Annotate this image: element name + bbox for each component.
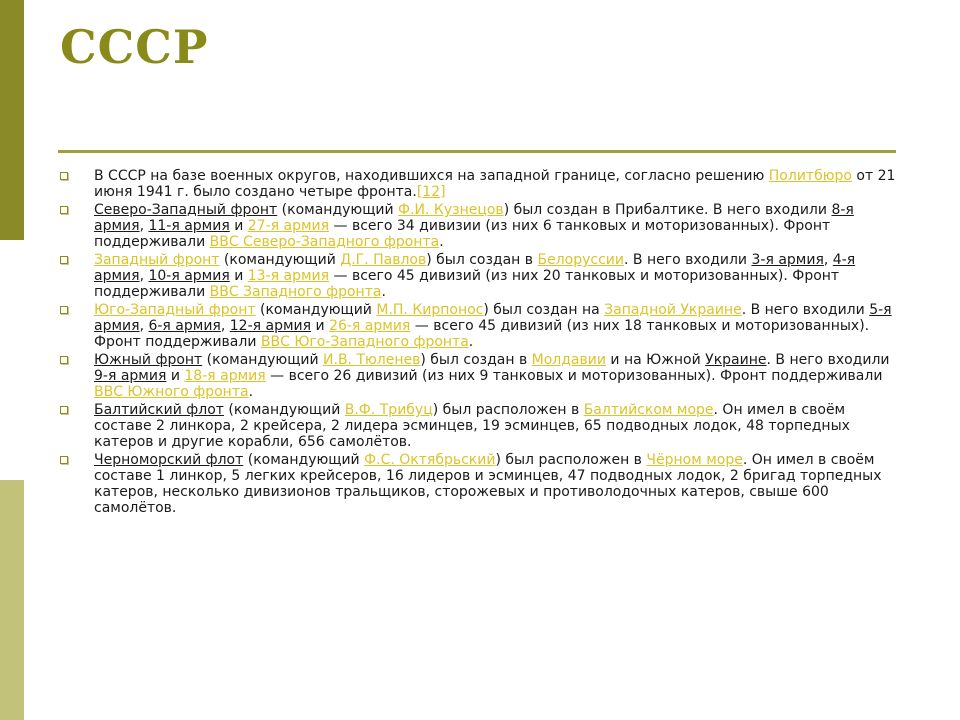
bullet-item bbox=[60, 352, 900, 400]
square-bullet-icon bbox=[60, 206, 68, 214]
text-run: и bbox=[311, 318, 330, 334]
wiki-link[interactable]: ВВС Северо-Западного фронта bbox=[209, 234, 440, 250]
wiki-link[interactable]: Белоруссии bbox=[537, 252, 624, 268]
wiki-link[interactable]: 13-я армия bbox=[247, 268, 330, 284]
wiki-link[interactable]: Западной Украине bbox=[604, 302, 742, 318]
text-run: — всего 45 дивизий (из них 18 танковых и моторизованных). Фронт поддерживали bbox=[94, 318, 870, 350]
text-run: ) был создан в Прибалтике. В него входили bbox=[503, 202, 832, 218]
bullet-item bbox=[60, 452, 900, 516]
text-run: . В него входили bbox=[766, 352, 890, 368]
text-run: ) был расположен в bbox=[432, 402, 584, 418]
slide-body bbox=[60, 168, 900, 518]
underlined-term: Украине bbox=[705, 352, 767, 368]
underlined-term: 3-я армия bbox=[751, 252, 824, 268]
text-run: . Он имел в своём составе 2 линкора, 2 крейсера, 2 лидера эсминцев, 19 эсминцев, 65 подводных лодок, 48 торпедных катеров и другие корабли, 656 самолётов. bbox=[94, 402, 850, 450]
text-run: , bbox=[823, 252, 833, 268]
wiki-link[interactable]: Западный фронт bbox=[94, 252, 220, 268]
text-run: (командующий bbox=[223, 402, 345, 418]
text-run: и на Южной bbox=[605, 352, 706, 368]
underlined-term: 10-я армия bbox=[148, 268, 230, 284]
bullet-text bbox=[94, 452, 882, 516]
wiki-link[interactable]: Ф.И. Кузнецов bbox=[398, 202, 504, 218]
bullet-text bbox=[94, 202, 854, 250]
underlined-term: 9-я армия bbox=[94, 368, 167, 384]
title-divider bbox=[58, 150, 896, 153]
text-run: и bbox=[166, 368, 185, 384]
text-run: В СССР на базе военных округов, находившихся на западной границе, согласно решению bbox=[94, 168, 769, 184]
text-run: . bbox=[248, 384, 254, 400]
slide-accent-band-top bbox=[0, 0, 24, 240]
text-run: . Он имел в своём составе 1 линкор, 5 легких крейсеров, 16 лидеров и эсминцев, 47 подводных лодок, 2 бригад торпедных катеров, несколько дивизионов тральщиков, сторожевых и противолодочных катеров, свыше 600 самолётов. bbox=[94, 452, 882, 516]
underlined-term: 5-я армия bbox=[94, 302, 892, 334]
wiki-link[interactable]: 26-я армия bbox=[329, 318, 411, 334]
bullet-list bbox=[60, 168, 900, 516]
bullet-text bbox=[94, 402, 850, 450]
text-run: , bbox=[139, 218, 149, 234]
text-run: . bbox=[439, 234, 444, 250]
square-bullet-icon bbox=[60, 306, 68, 314]
wiki-link[interactable]: Балтийском море bbox=[583, 402, 714, 418]
underlined-term: 6-я армия bbox=[148, 318, 221, 334]
bullet-text bbox=[94, 352, 890, 400]
text-run: , bbox=[220, 318, 230, 334]
underlined-term: Балтийский флот bbox=[94, 402, 224, 418]
bullet-text bbox=[94, 302, 892, 350]
text-run: . В него входили bbox=[741, 302, 870, 318]
text-run: . bbox=[381, 284, 386, 300]
text-run: , bbox=[139, 268, 149, 284]
text-run: . bbox=[468, 334, 474, 350]
wiki-link[interactable]: 18-я армия bbox=[184, 368, 266, 384]
bullet-item bbox=[60, 252, 900, 300]
wiki-link[interactable]: Молдавии bbox=[531, 352, 606, 368]
wiki-link[interactable]: Чёрном море bbox=[646, 452, 743, 468]
wiki-link[interactable]: М.П. Кирпонос bbox=[376, 302, 484, 318]
bullet-item bbox=[60, 402, 900, 450]
text-run: ) был расположен в bbox=[495, 452, 647, 468]
text-run: и bbox=[229, 218, 248, 234]
square-bullet-icon bbox=[60, 256, 68, 264]
wiki-link[interactable]: ВВС Южного фронта bbox=[94, 384, 249, 400]
bullet-item bbox=[60, 302, 900, 350]
text-run: (командующий bbox=[219, 252, 341, 268]
text-run: от 21 июня 1941 г. было создано четыре фронта. bbox=[94, 168, 896, 200]
underlined-term: 8-я армия bbox=[94, 202, 854, 234]
text-run: (командующий bbox=[277, 202, 399, 218]
text-run: и bbox=[229, 268, 248, 284]
underlined-term: Северо-Западный фронт bbox=[94, 202, 278, 218]
text-run: . В него входили bbox=[624, 252, 752, 268]
text-run: — всего 26 дивизий (из них 9 танковых и моторизованных). Фронт поддерживали bbox=[265, 368, 883, 384]
wiki-link[interactable]: И.В. Тюленев bbox=[323, 352, 421, 368]
text-run: ) был создан в bbox=[426, 252, 538, 268]
underlined-term: 11-я армия bbox=[148, 218, 230, 234]
wiki-link[interactable]: 27-я армия bbox=[247, 218, 330, 234]
underlined-term: Южный фронт bbox=[94, 352, 203, 368]
text-run: (командующий bbox=[243, 452, 365, 468]
square-bullet-icon bbox=[60, 456, 68, 464]
underlined-term: 12-я армия bbox=[229, 318, 312, 334]
wiki-link[interactable]: В.Ф. Трибуц bbox=[344, 402, 433, 418]
wiki-link[interactable]: Юго-Западный фронт bbox=[94, 302, 256, 318]
text-run: — всего 34 дивизии (из них 6 танковых и моторизованных). Фронт поддерживали bbox=[94, 218, 831, 250]
wiki-link[interactable]: [12] bbox=[416, 184, 446, 200]
text-run: ) был создан на bbox=[483, 302, 605, 318]
bullet-item bbox=[60, 202, 900, 250]
wiki-link[interactable]: Политбюро bbox=[768, 168, 852, 184]
bullet-text bbox=[94, 252, 855, 300]
slide-accent-band-bottom bbox=[0, 480, 24, 720]
square-bullet-icon bbox=[60, 356, 68, 364]
text-run: ) был создан в bbox=[420, 352, 532, 368]
underlined-term: 4-я армия bbox=[94, 252, 856, 284]
bullet-text bbox=[94, 168, 895, 200]
text-run: — всего 45 дивизий (из них 20 танковых и моторизованных). Фронт поддерживали bbox=[94, 268, 840, 300]
wiki-link[interactable]: Ф.С. Октябрьский bbox=[364, 452, 496, 468]
wiki-link[interactable]: ВВС Западного фронта bbox=[209, 284, 382, 300]
underlined-term: Черноморский флот bbox=[94, 452, 244, 468]
square-bullet-icon bbox=[60, 406, 68, 414]
text-run: (командующий bbox=[202, 352, 324, 368]
slide-accent-band-middle bbox=[0, 240, 24, 480]
text-run: , bbox=[139, 318, 149, 334]
wiki-link[interactable]: Д.Г. Павлов bbox=[340, 252, 427, 268]
text-run: (командующий bbox=[255, 302, 377, 318]
wiki-link[interactable]: ВВС Юго-Западного фронта bbox=[260, 334, 469, 350]
square-bullet-icon bbox=[60, 172, 68, 180]
bullet-item bbox=[60, 168, 900, 200]
slide-title: СССР bbox=[60, 20, 209, 74]
